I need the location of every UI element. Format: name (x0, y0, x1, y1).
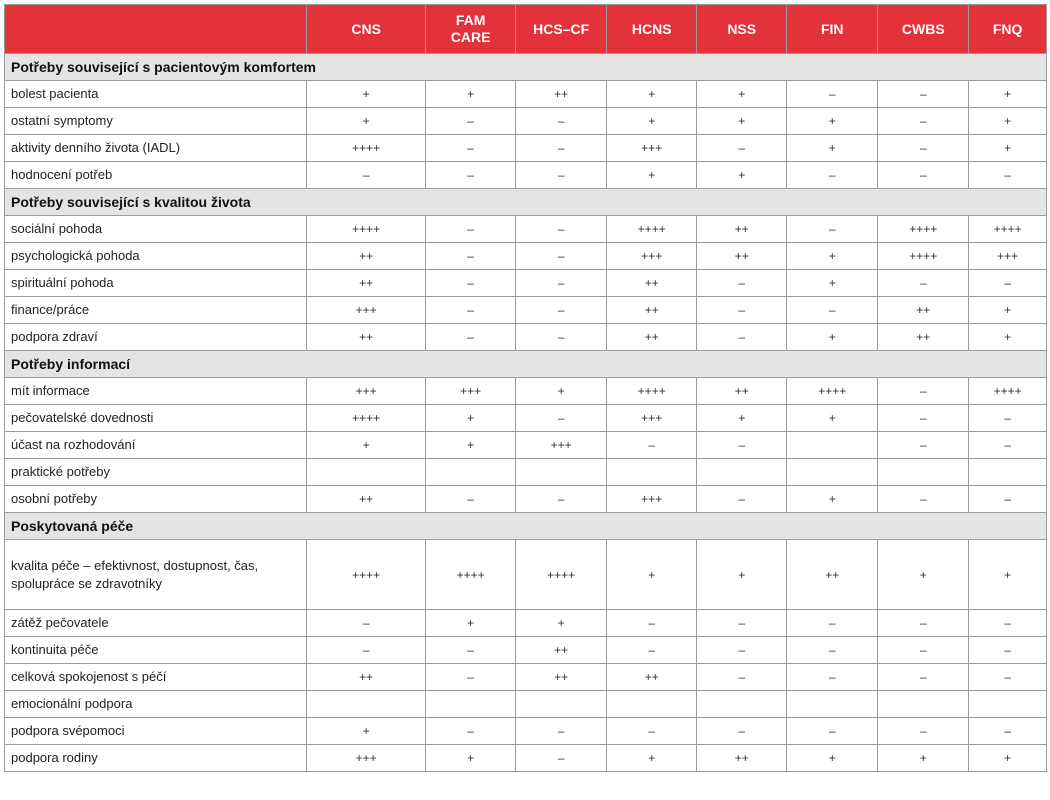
row-label: hodnocení potřeb (5, 162, 307, 189)
column-header-fam-care: FAM CARE (426, 5, 516, 54)
rating-cell: – (516, 216, 607, 243)
section-header-row (5, 351, 1047, 378)
rating-cell: + (787, 108, 878, 135)
rating-cell: ++++ (426, 540, 516, 610)
row-label: aktivity denního života (IADL) (5, 135, 307, 162)
rating-cell: – (878, 432, 969, 459)
rating-cell: – (878, 637, 969, 664)
rating-cell: +++ (426, 378, 516, 405)
rating-cell: – (307, 637, 426, 664)
rating-cell: ++++ (969, 378, 1047, 405)
table-row (5, 745, 1047, 772)
rating-cell: – (878, 162, 969, 189)
rating-cell: + (607, 81, 697, 108)
column-header-hcs–cf: HCS–CF (516, 5, 607, 54)
rating-cell: +++ (307, 297, 426, 324)
rating-cell: ++ (697, 745, 787, 772)
rating-cell: + (969, 324, 1047, 351)
rating-cell: +++ (607, 486, 697, 513)
rating-cell: – (697, 610, 787, 637)
rating-cell: – (426, 135, 516, 162)
section-header-row (5, 513, 1047, 540)
row-label: podpora svépomoci (5, 718, 307, 745)
rating-cell: – (697, 486, 787, 513)
rating-cell: – (516, 486, 607, 513)
rating-cell: – (307, 162, 426, 189)
rating-cell: – (516, 745, 607, 772)
rating-cell: – (426, 486, 516, 513)
rating-cell: + (426, 432, 516, 459)
rating-cell: – (607, 637, 697, 664)
rating-cell: – (697, 270, 787, 297)
row-label: spirituální pohoda (5, 270, 307, 297)
rating-cell: – (878, 718, 969, 745)
rating-cell: – (607, 432, 697, 459)
table-row (5, 270, 1047, 297)
rating-cell (697, 691, 787, 718)
rating-cell: – (969, 270, 1047, 297)
rating-cell (607, 691, 697, 718)
table-row (5, 486, 1047, 513)
rating-cell: – (426, 162, 516, 189)
rating-cell: + (426, 745, 516, 772)
rating-cell: ++ (697, 378, 787, 405)
needs-table-container (4, 4, 1047, 772)
rating-cell: – (697, 432, 787, 459)
rating-cell: – (607, 610, 697, 637)
rating-cell: + (878, 540, 969, 610)
rating-cell (787, 432, 878, 459)
rating-cell: + (697, 162, 787, 189)
row-label: podpora rodiny (5, 745, 307, 772)
rating-cell: – (516, 718, 607, 745)
rating-cell (607, 459, 697, 486)
table-row (5, 459, 1047, 486)
rating-cell: + (697, 405, 787, 432)
rating-cell: ++ (516, 664, 607, 691)
rating-cell: – (878, 486, 969, 513)
rating-cell: + (969, 540, 1047, 610)
table-row (5, 378, 1047, 405)
table-row (5, 297, 1047, 324)
rating-cell: – (969, 162, 1047, 189)
rating-cell: + (969, 108, 1047, 135)
row-label: emocionální podpora (5, 691, 307, 718)
table-row (5, 324, 1047, 351)
rating-cell: – (426, 270, 516, 297)
rating-cell: ++++ (307, 135, 426, 162)
rating-cell: + (516, 610, 607, 637)
rating-cell: + (307, 432, 426, 459)
rating-cell: +++ (307, 378, 426, 405)
rating-cell: – (426, 664, 516, 691)
column-header-hcns: HCNS (607, 5, 697, 54)
rating-cell: + (787, 486, 878, 513)
rating-cell: – (697, 324, 787, 351)
rating-cell (878, 691, 969, 718)
rating-cell: – (878, 610, 969, 637)
rating-cell: – (426, 718, 516, 745)
rating-cell: + (607, 162, 697, 189)
rating-cell (969, 691, 1047, 718)
rating-cell: – (787, 664, 878, 691)
rating-cell: – (787, 610, 878, 637)
table-row (5, 108, 1047, 135)
row-label: sociální pohoda (5, 216, 307, 243)
row-label: praktické potřeby (5, 459, 307, 486)
rating-cell: – (697, 664, 787, 691)
rating-cell: ++++ (307, 216, 426, 243)
rating-cell: – (426, 243, 516, 270)
rating-cell: – (787, 81, 878, 108)
rating-cell: – (307, 610, 426, 637)
rating-cell: ++ (878, 324, 969, 351)
rating-cell (516, 691, 607, 718)
table-row (5, 664, 1047, 691)
rating-cell: + (787, 243, 878, 270)
row-label: pečovatelské dovednosti (5, 405, 307, 432)
rating-cell: + (307, 108, 426, 135)
column-header-fin: FIN (787, 5, 878, 54)
row-label: kvalita péče – efektivnost, dostupnost, čas, spolupráce se zdravotníky (5, 540, 307, 610)
row-label: finance/práce (5, 297, 307, 324)
rating-cell: – (969, 432, 1047, 459)
rating-cell: – (516, 297, 607, 324)
rating-cell: – (878, 108, 969, 135)
row-label: účast na rozhodování (5, 432, 307, 459)
table-body (5, 54, 1047, 772)
rating-cell: – (787, 297, 878, 324)
needs-comparison-table (4, 4, 1047, 772)
rating-cell: – (878, 81, 969, 108)
row-label: psychologická pohoda (5, 243, 307, 270)
rating-cell: – (426, 297, 516, 324)
rating-cell: – (787, 216, 878, 243)
rating-cell: – (787, 162, 878, 189)
rating-cell: – (607, 718, 697, 745)
rating-cell: +++ (607, 135, 697, 162)
rating-cell (426, 459, 516, 486)
section-title: Potřeby související s kvalitou života (5, 189, 1047, 216)
rating-cell: – (969, 405, 1047, 432)
rating-cell: + (426, 610, 516, 637)
column-header-cwbs: CWBS (878, 5, 969, 54)
section-header-row (5, 54, 1047, 81)
rating-cell: ++++ (878, 216, 969, 243)
rating-cell: + (697, 108, 787, 135)
rating-cell: ++++ (969, 216, 1047, 243)
rating-cell: + (969, 297, 1047, 324)
rating-cell: – (426, 216, 516, 243)
rating-cell: – (787, 637, 878, 664)
rating-cell: + (878, 745, 969, 772)
rating-cell: – (878, 378, 969, 405)
rating-cell: +++ (607, 405, 697, 432)
rating-cell: – (969, 718, 1047, 745)
table-row (5, 637, 1047, 664)
rating-cell: ++++ (607, 378, 697, 405)
rating-cell (878, 459, 969, 486)
rating-cell: – (697, 297, 787, 324)
rating-cell: – (969, 486, 1047, 513)
rating-cell: ++ (607, 270, 697, 297)
rating-cell: ++++ (516, 540, 607, 610)
section-title: Potřeby informací (5, 351, 1047, 378)
row-label: kontinuita péče (5, 637, 307, 664)
rating-cell: + (969, 745, 1047, 772)
rating-cell: ++ (516, 637, 607, 664)
rating-cell: + (787, 270, 878, 297)
column-header-cns: CNS (307, 5, 426, 54)
section-header-row (5, 189, 1047, 216)
rating-cell: – (516, 243, 607, 270)
rating-cell: – (878, 405, 969, 432)
rating-cell: – (787, 718, 878, 745)
row-label: osobní potřeby (5, 486, 307, 513)
rating-cell: + (697, 81, 787, 108)
rating-cell: ++ (307, 324, 426, 351)
table-row (5, 432, 1047, 459)
rating-cell: ++ (697, 216, 787, 243)
rating-cell: ++ (307, 486, 426, 513)
rating-cell: ++++ (607, 216, 697, 243)
table-row (5, 718, 1047, 745)
rating-cell: + (607, 540, 697, 610)
column-header-fnq: FNQ (969, 5, 1047, 54)
rating-cell: ++++ (307, 540, 426, 610)
rating-cell: +++ (307, 745, 426, 772)
rating-cell: + (426, 81, 516, 108)
rating-cell: – (969, 637, 1047, 664)
rating-cell: + (607, 745, 697, 772)
rating-cell (787, 691, 878, 718)
rating-cell: – (969, 610, 1047, 637)
rating-cell: ++ (516, 81, 607, 108)
rating-cell: + (787, 135, 878, 162)
section-title: Potřeby související s pacientovým komfortem (5, 54, 1047, 81)
table-row (5, 162, 1047, 189)
rating-cell: ++++ (307, 405, 426, 432)
section-title: Poskytovaná péče (5, 513, 1047, 540)
rating-cell (307, 459, 426, 486)
row-label: ostatní symptomy (5, 108, 307, 135)
rating-cell: – (516, 405, 607, 432)
rating-cell: + (969, 135, 1047, 162)
rating-cell (426, 691, 516, 718)
rating-cell: – (426, 637, 516, 664)
rating-cell: ++ (607, 297, 697, 324)
rating-cell: + (607, 108, 697, 135)
rating-cell (307, 691, 426, 718)
rating-cell: – (516, 270, 607, 297)
row-label: podpora zdraví (5, 324, 307, 351)
rating-cell (516, 459, 607, 486)
row-label: bolest pacienta (5, 81, 307, 108)
rating-cell: ++ (607, 324, 697, 351)
rating-cell: – (516, 162, 607, 189)
rating-cell: – (969, 664, 1047, 691)
rating-cell: – (516, 324, 607, 351)
rating-cell: ++ (697, 243, 787, 270)
rating-cell: – (878, 664, 969, 691)
rating-cell: ++++ (787, 378, 878, 405)
rating-cell: – (426, 324, 516, 351)
table-row (5, 691, 1047, 718)
row-label: mít informace (5, 378, 307, 405)
rating-cell: ++ (607, 664, 697, 691)
rating-cell: ++ (878, 297, 969, 324)
rating-cell: + (787, 324, 878, 351)
rating-cell: +++ (969, 243, 1047, 270)
rating-cell: + (516, 378, 607, 405)
column-header-nss: NSS (697, 5, 787, 54)
header-corner-cell (5, 5, 307, 54)
rating-cell (697, 459, 787, 486)
rating-cell: + (969, 81, 1047, 108)
rating-cell: – (697, 718, 787, 745)
row-label: celková spokojenost s péčí (5, 664, 307, 691)
rating-cell: ++ (307, 664, 426, 691)
table-row (5, 216, 1047, 243)
rating-cell: – (516, 135, 607, 162)
rating-cell: ++ (307, 243, 426, 270)
rating-cell: – (697, 135, 787, 162)
table-row (5, 540, 1047, 610)
rating-cell: + (697, 540, 787, 610)
rating-cell: ++ (307, 270, 426, 297)
rating-cell: +++ (516, 432, 607, 459)
table-row (5, 81, 1047, 108)
rating-cell (787, 459, 878, 486)
rating-cell: ++++ (878, 243, 969, 270)
rating-cell: – (426, 108, 516, 135)
header-row (5, 5, 1047, 54)
rating-cell: ++ (787, 540, 878, 610)
table-header (5, 5, 1047, 54)
rating-cell: + (307, 81, 426, 108)
rating-cell: + (307, 718, 426, 745)
rating-cell: – (878, 270, 969, 297)
rating-cell: + (787, 405, 878, 432)
rating-cell (969, 459, 1047, 486)
table-row (5, 135, 1047, 162)
table-row (5, 243, 1047, 270)
rating-cell: – (878, 135, 969, 162)
rating-cell: +++ (607, 243, 697, 270)
rating-cell: – (697, 637, 787, 664)
rating-cell: + (787, 745, 878, 772)
table-row (5, 610, 1047, 637)
rating-cell: – (516, 108, 607, 135)
rating-cell: + (426, 405, 516, 432)
table-row (5, 405, 1047, 432)
row-label: zátěž pečovatele (5, 610, 307, 637)
